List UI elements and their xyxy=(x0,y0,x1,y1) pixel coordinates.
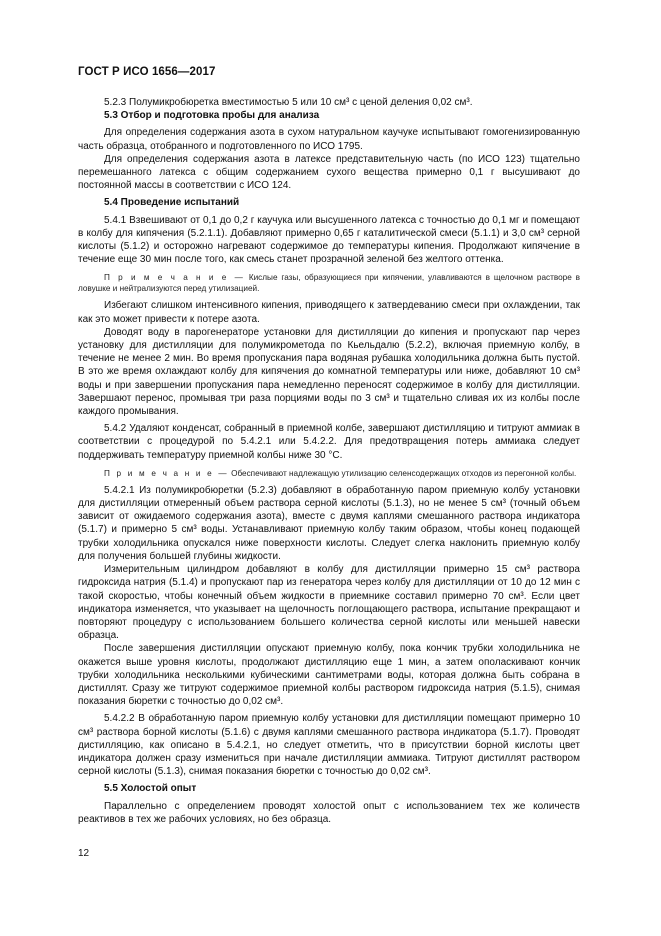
paragraph: Параллельно с определением проводят холостой опыт с использованием тех же количеств реактивов в тех же рабочих условиях, но без образца. xyxy=(78,800,580,825)
paragraph: После завершения дистилляции опускают приемную колбу, пока кончик трубки холодильника не окажется выше уровня кислоты, продолжают дистилляцию еще 1 мин, а затем ополаскивают кончик трубки холодильника несколькими кубическими сантиметрами воды, которая должна быть собрана в дистиллят. Сразу же титруют содержимое приемной колбы раствором гидроксида натрия (5.1.5), снимая показания бюретки с точностью до 0,02 см³. xyxy=(78,643,580,708)
note-text: Обеспечивают надлежащую утилизацию селенсодержащих отходов из перегонной колбы. xyxy=(228,468,577,478)
body-text xyxy=(78,96,580,826)
note-label: П р и м е ч а н и е — xyxy=(104,468,229,478)
page-number: 12 xyxy=(78,848,90,859)
paragraph: Избегают слишком интенсивного кипения, приводящего к затвердеванию смеси при охлаждении, так как это может привести к потере азота. xyxy=(78,300,580,325)
paragraph: 5.4.1 Взвешивают от 0,1 до 0,2 г каучука или высушенного латекса с точностью до 0,1 мг и помещают в колбу для кипячения (5.2.1.1). Добавляют примерно 0,65 г каталитической смеси (5.1.1) и 3,0 см³ серной кислоты (5.1.2) и осторожно нагревают содержимое до температуры кипения. Продолжают кипячение в течение еще 30 мин после того, как смесь станет прозрачной зеленой без желтого оттенка. xyxy=(78,214,580,266)
paragraph: 5.4.2.2 В обработанную паром приемную колбу установки для дистилляции помещают примерно 10 см³ раствора борной кислоты (5.1.6) с двумя каплями смешанного раствора индикатора (5.1.7). Проводят дистилляцию, как описано в 5.4.2.1, но следует отметить, что в присутствии борной кислоты цвет индикатора должен сразу измениться при начале дистилляции аммиака. Титруют дистиллят раствором серной кислоты (5.1.3), снимая показания бюретки с точностью до 0,02 см³. xyxy=(78,713,580,778)
paragraph: Доводят воду в парогенераторе установки для дистилляции до кипения и пропускают пар через установку для дистилляции для полумикрометода по Кьельдалю (5.2.2), включая приемную колбу, в течение не менее 2 мин. Во время пропускания пара водяная рубашка холодильника должна быть пустой. В это же время охлаждают колбу для кипячения до комнатной температуры или ниже, добавляют 10 см³ воды и при завершении пропускания пара немедленно переносят содержимое в колбу для дистилляции. Завершают перенос, промывая три раза порциями воды по 3 см³ и тщательно сливая их из колбы после каждого промывания. xyxy=(78,326,580,418)
note-label: П р и м е ч а н и е — xyxy=(104,273,245,283)
paragraph: Для определения содержания азота в латексе представительную часть (по ИСО 123) тщательно перемешанного латекса с общим содержанием сухого вещества примерно 0,1 г высушивают до постоянной массы в соответствии с ИСО 124. xyxy=(78,153,580,192)
note-text: Кислые газы, образующиеся при кипячении, улавливаются в щелочном растворе в ловушке и нейтрализуются перед утилизацией. xyxy=(78,273,580,294)
section-heading: 5.5 Холостой опыт xyxy=(104,783,197,795)
paragraph: Для определения содержания азота в сухом натуральном каучуке испытывают гомогенизированную часть образца, отобранного и подготовленного по ИСО 1795. xyxy=(78,127,580,152)
section-heading: 5.3 Отбор и подготовка пробы для анализа xyxy=(104,110,320,122)
section-heading: 5.4 Проведение испытаний xyxy=(104,197,240,209)
paragraph: 5.2.3 Полумикробюретка вместимостью 5 или 10 см³ с ценой деления 0,02 см³. xyxy=(104,97,473,108)
note xyxy=(78,272,580,294)
running-header: ГОСТ Р ИСО 1656—2017 xyxy=(78,66,216,78)
note xyxy=(78,468,580,479)
paragraph: 5.4.2.1 Из полумикробюретки (5.2.3) добавляют в обработанную паром приемную колбу установки для дистилляции отмеренный объем раствора серной кислоты (5.1.3), но не менее 5 см³ (точный объем зависит от ожидаемого содержания азота), вместе с двумя каплями смешанного раствора индикатора (5.1.7) и примерно 5 см³ воды. Устанавливают приемную колбу таким образом, чтобы конец подающей трубки холодильника опускался ниже поверхности кислоты. Следует слегка наклонить приемную колбу для получения большей глубины жидкости. xyxy=(78,484,580,562)
paragraph: Измерительным цилиндром добавляют в колбу для дистилляции примерно 15 см³ раствора гидроксида натрия (5.1.4) и пропускают пар из генератора через колбу для дистилляции от 10 до 12 мин с такой скоростью, чтобы конечный объем жидкости в приемнике составил примерно 70 см³. Если цвет индикатора изменяется, что указывает на щелочность поглощающего раствора, испытание прекращают и повторяют процедуру с использованием большего количества серной кислоты или меньшей навески образца. xyxy=(78,564,580,642)
paragraph: 5.4.2 Удаляют конденсат, собранный в приемной колбе, завершают дистилляцию и титруют аммиак в соответствии с процедурой по 5.4.2.1 или 5.4.2.2. Для предотвращения потерь аммиака следует поддерживать температуру приемной колбы ниже 30 °С. xyxy=(78,423,580,461)
